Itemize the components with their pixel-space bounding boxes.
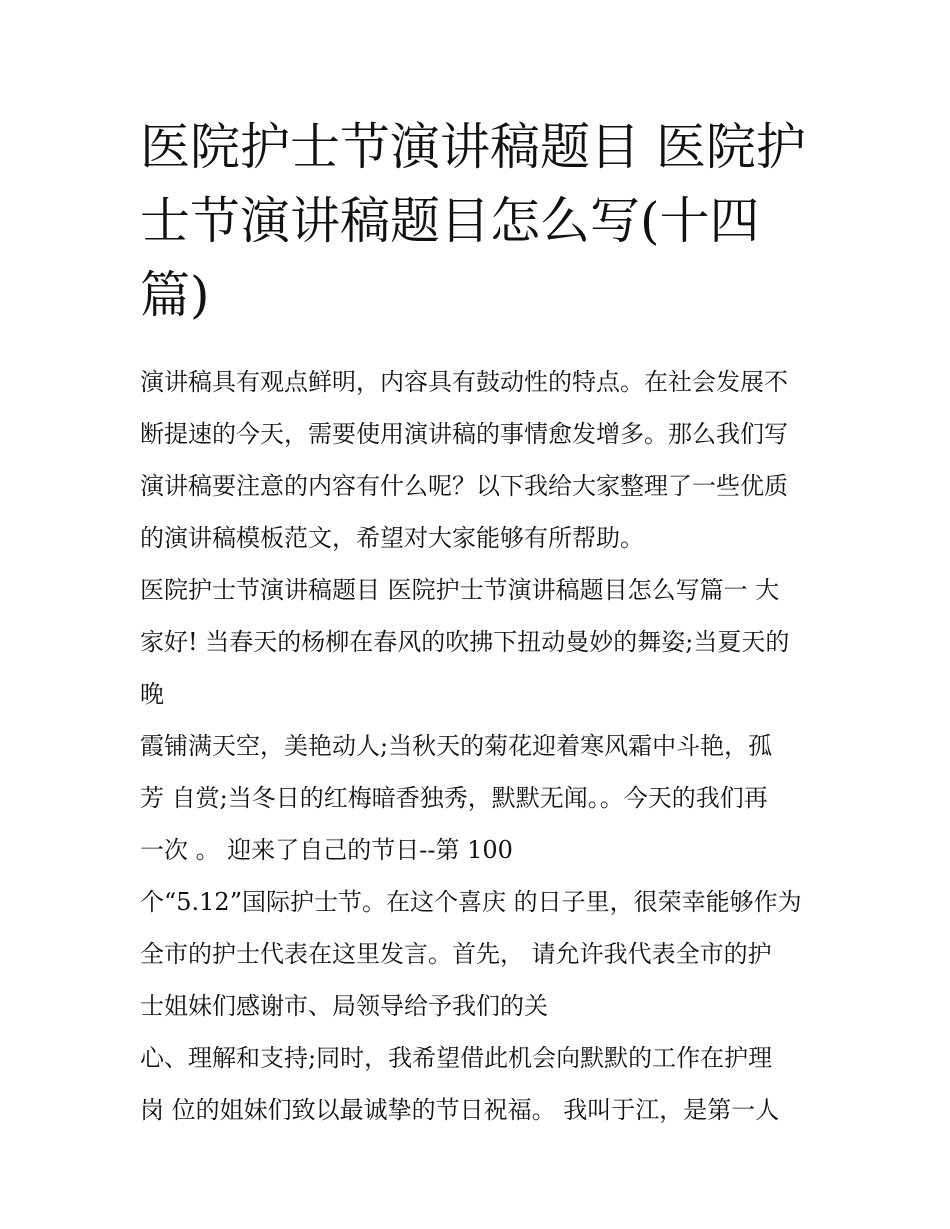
body-line: 演讲稿要注意的内容有什么呢？以下我给大家整理了一些优质 bbox=[140, 472, 788, 500]
body-line: 断提速的今天，需要使用演讲稿的事情愈发增多。那么我们写 bbox=[140, 420, 788, 448]
title-line: 士节演讲稿题目怎么写(十四 bbox=[140, 192, 760, 250]
document-title bbox=[140, 110, 820, 332]
body-line: 芳 自赏;当冬日的红梅暗香独秀，默默无闻。。今天的我们再 bbox=[140, 784, 768, 812]
body-line: 演讲稿具有观点鲜明，内容具有鼓动性的特点。在社会发展不 bbox=[140, 368, 788, 396]
body-line: 个“5.12”国际护士节。在这个喜庆 的日子里，很荣幸能够作为 bbox=[140, 888, 802, 916]
body-line: 霞铺满天空，美艳动人;当秋天的菊花迎着寒风霜中斗艳，孤 bbox=[140, 732, 773, 760]
document-body bbox=[140, 356, 820, 1136]
body-line: 医院护士节演讲稿题目 医院护士节演讲稿题目怎么写篇一 大 bbox=[140, 576, 780, 604]
body-line: 心、理解和支持;同时，我希望借此机会向默默的工作在护理 bbox=[140, 1044, 773, 1072]
body-line: 士姐妹们感谢市、局领导给予我们的关 bbox=[140, 992, 548, 1020]
body-line: 岗 位的姐妹们致以最诚挚的节日祝福。 我叫于江，是第一人 bbox=[140, 1096, 780, 1124]
title-line: 医院护士节演讲稿题目 医院护 bbox=[140, 118, 806, 176]
body-line: 家好! 当春天的杨柳在春风的吹拂下扭动曼妙的舞姿;当夏天的 bbox=[140, 628, 790, 656]
body-line: 全市的护士代表在这里发言。首先， 请允许我代表全市的护 bbox=[140, 940, 772, 968]
title-line: 篇) bbox=[140, 266, 210, 324]
body-line: 晚 bbox=[140, 680, 164, 708]
body-line: 的演讲稿模板范文，希望对大家能够有所帮助。 bbox=[140, 524, 644, 552]
body-line: 一次 。 迎来了自己的节日--第 100 bbox=[140, 836, 513, 864]
